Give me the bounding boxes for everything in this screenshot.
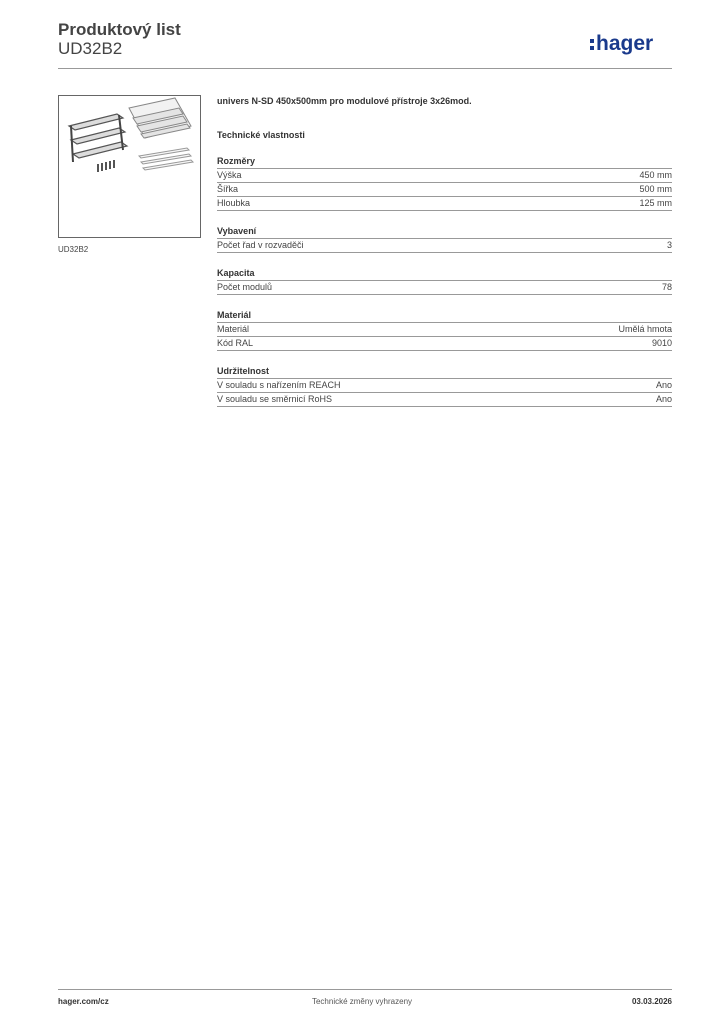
spec-row [217, 183, 672, 197]
section-title: Rozměry [217, 155, 672, 169]
product-description: univers N-SD 450x500mm pro modulové přístroje 3x26mod. [217, 96, 472, 106]
spec-row [217, 197, 672, 211]
section-title: Vybavení [217, 225, 672, 239]
page-title: Produktový list [58, 20, 181, 39]
spec-label: Materiál [217, 324, 250, 334]
page-header [58, 20, 672, 68]
spec-value: 78 [661, 282, 672, 292]
spec-value: 500 mm [639, 184, 672, 194]
spec-row [217, 239, 672, 253]
hager-logo [590, 28, 672, 58]
spec-value: 3 [666, 240, 672, 250]
section-dimensions [217, 155, 672, 211]
image-caption: UD32B2 [58, 245, 89, 254]
logo-text: hager [596, 32, 654, 55]
footer-date: 03.03.2026 [631, 997, 672, 1006]
spec-value: 125 mm [639, 198, 672, 208]
enclosure-kit-illustration [59, 96, 200, 237]
product-image [58, 95, 201, 238]
section-capacity [217, 267, 672, 295]
spec-row [217, 169, 672, 183]
spec-value: Umělá hmota [618, 324, 672, 334]
footer-disclaimer: Technické změny vyhrazeny [311, 997, 413, 1006]
section-title: Udržitelnost [217, 365, 672, 379]
footer-website-link[interactable]: hager.com/cz [58, 997, 109, 1006]
spec-value: Ano [655, 394, 672, 404]
spec-row [217, 393, 672, 407]
header-divider [58, 68, 672, 69]
footer-divider [58, 989, 672, 990]
section-title: Kapacita [217, 267, 672, 281]
spec-label: Výška [217, 170, 242, 180]
spec-value: 450 mm [639, 170, 672, 180]
section-material [217, 309, 672, 351]
spec-label: V souladu se směrnicí RoHS [217, 394, 333, 404]
spec-row [217, 323, 672, 337]
spec-label: Kód RAL [217, 338, 254, 348]
spec-label: Hloubka [217, 198, 251, 208]
spec-value: 9010 [651, 338, 672, 348]
spec-label: Šířka [217, 184, 239, 194]
technical-properties-heading: Technické vlastnosti [217, 130, 305, 140]
section-equipment [217, 225, 672, 253]
spec-label: Počet modulů [217, 282, 273, 292]
spec-row [217, 337, 672, 351]
product-code: UD32B2 [58, 39, 123, 58]
spec-label: Počet řad v rozvaděči [217, 240, 304, 250]
spec-row [217, 379, 672, 393]
product-details [217, 96, 672, 407]
spec-row [217, 281, 672, 295]
spec-value: Ano [655, 380, 672, 390]
section-title: Materiál [217, 309, 672, 323]
section-sustainability [217, 365, 672, 407]
spec-label: V souladu s nařízením REACH [217, 380, 341, 390]
